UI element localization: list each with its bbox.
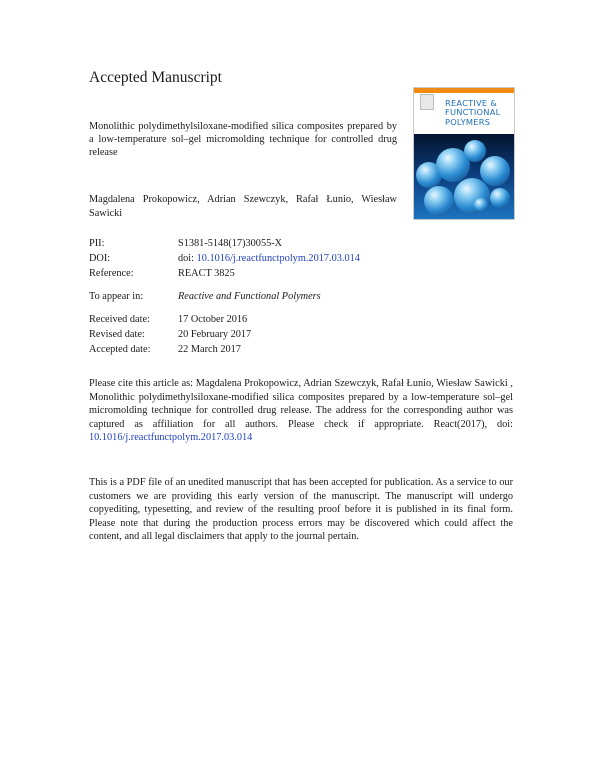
manuscript-header: Accepted Manuscript bbox=[89, 69, 222, 86]
journal-title-line: POLYMERS bbox=[445, 116, 491, 127]
received-date-label: Received date: bbox=[89, 314, 150, 325]
citation-text: Please cite this article as: Magdalena Prokopowicz, Adrian Szewczyk, Rafał Łunio, Wiesław Sawicki , Monolithic polydimethylsiloxane-modified silica composites prepared by a low-temperature sol–gel micromolding technique for controlled drug release. The address for the corresponding author was captured as affiliation for all authors. Please check if appropriate. React(2017), doi: bbox=[89, 378, 513, 430]
pii-label: PII: bbox=[89, 238, 105, 249]
journal-title-line: FUNCTIONAL bbox=[445, 107, 501, 118]
article-title: Monolithic polydimethylsiloxane-modified silica composites prepared by a low-temperature sol–gel micromolding technique for controlled drug release bbox=[89, 121, 397, 158]
pii-value: S1381-5148(17)30055-X bbox=[178, 238, 283, 249]
citation-paragraph bbox=[89, 377, 513, 445]
citation-doi-link[interactable]: 10.1016/j.reactfunctpolym.2017.03.014 bbox=[89, 432, 253, 443]
cover-accent-band bbox=[414, 88, 514, 93]
journal-name: Reactive and Functional Polymers bbox=[178, 291, 321, 302]
revised-date-value: 20 February 2017 bbox=[178, 329, 252, 340]
doi-link[interactable]: 10.1016/j.reactfunctpolym.2017.03.014 bbox=[196, 253, 360, 264]
revised-date-label: Revised date: bbox=[89, 329, 145, 340]
disclaimer-paragraph: This is a PDF file of an unedited manuscript that has been accepted for publication. As a service to our customers we are providing this early version of the manuscript. The manuscript will undergo copyediting, typesetting, and review of the resulting proof before it is published in its final form. Please note that during the production process errors may be discovered which could affect the content, and all legal disclaimers that apply to the journal pertain. bbox=[89, 477, 513, 542]
journal-cover bbox=[413, 87, 515, 220]
accepted-date-value: 22 March 2017 bbox=[178, 344, 241, 355]
reference-value: REACT 3825 bbox=[178, 268, 235, 279]
journal-title-line: REACTIVE & bbox=[445, 98, 497, 108]
journal-cover-title bbox=[445, 99, 513, 127]
publisher-logo-icon bbox=[420, 94, 434, 110]
doi-label: DOI: bbox=[89, 253, 111, 264]
received-date-value: 17 October 2016 bbox=[178, 314, 248, 325]
doi-row bbox=[178, 253, 360, 264]
cover-image bbox=[414, 134, 514, 219]
article-authors: Magdalena Prokopowicz, Adrian Szewczyk, Rafał Łunio, Wiesław Sawicki bbox=[89, 194, 397, 219]
accepted-date-label: Accepted date: bbox=[89, 344, 151, 355]
appear-in-label: To appear in: bbox=[89, 291, 144, 302]
reference-label: Reference: bbox=[89, 268, 134, 279]
doi-prefix: doi: bbox=[178, 253, 195, 264]
